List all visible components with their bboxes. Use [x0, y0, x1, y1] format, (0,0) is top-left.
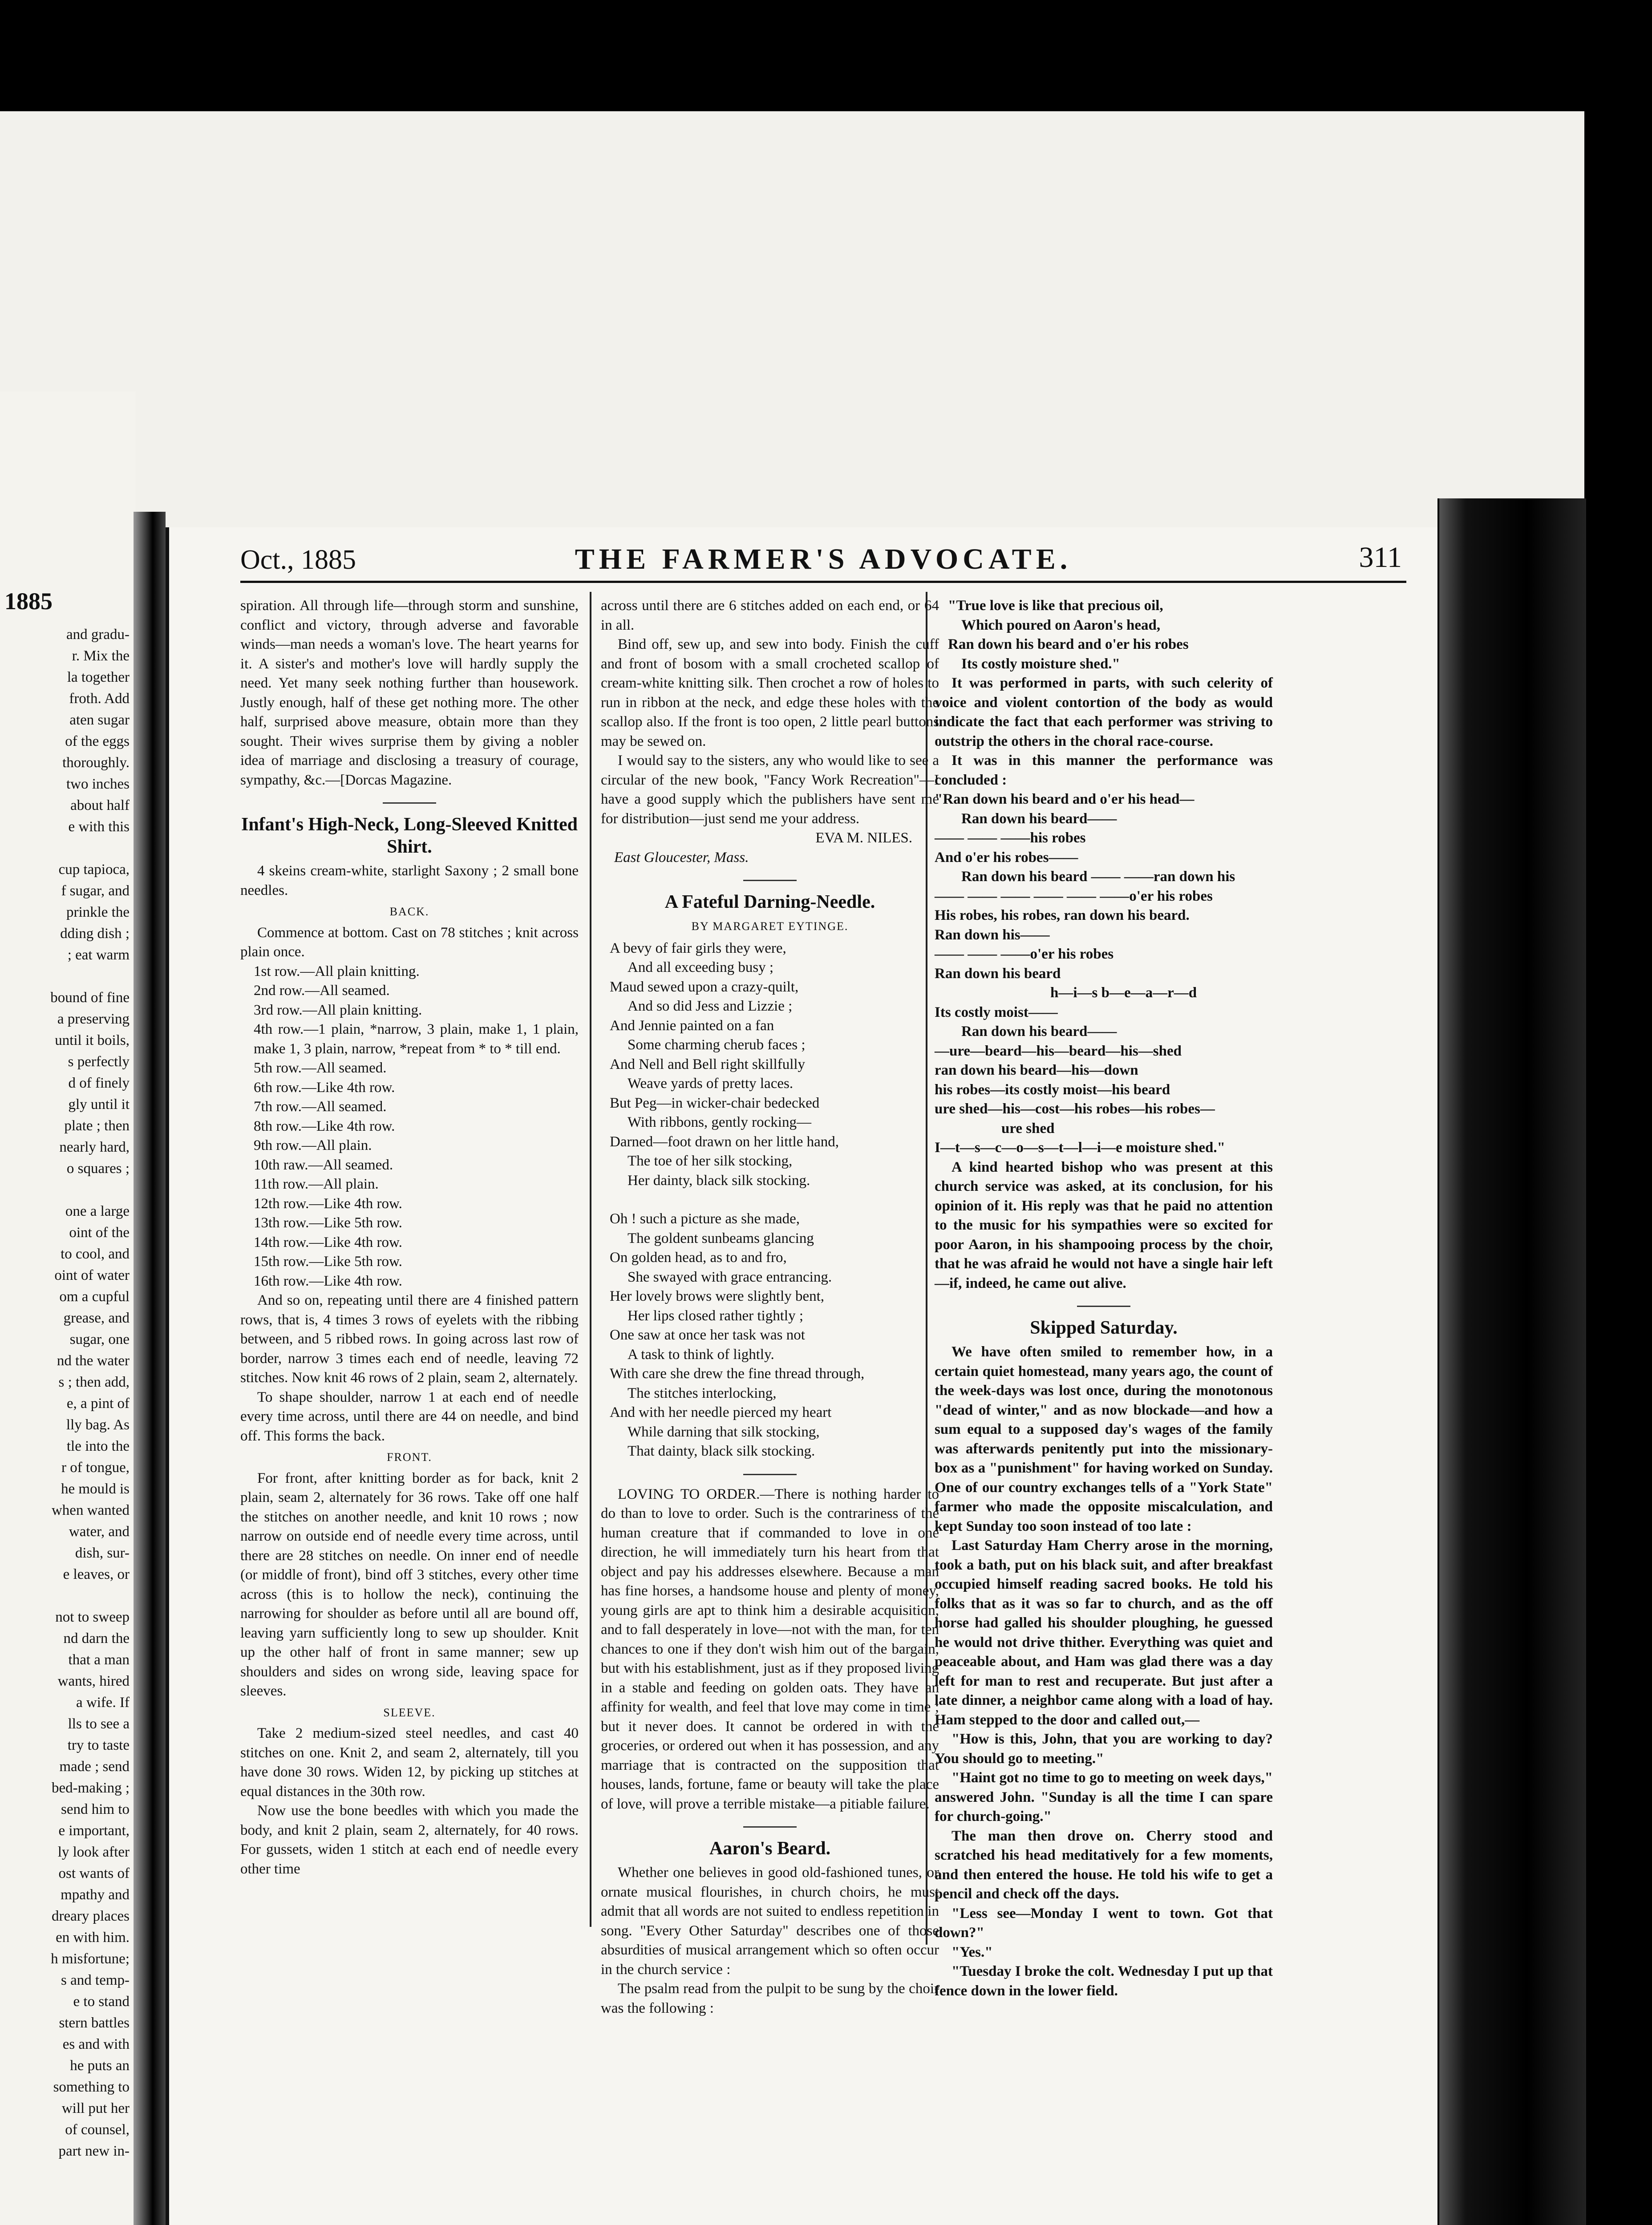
text-fragment: mpathy and	[61, 1887, 130, 1903]
text-fragment: om a cupful	[59, 1289, 130, 1305]
text-fragment: aten sugar	[69, 712, 130, 728]
performance-line: ure shed	[1001, 1120, 1055, 1137]
psalm-line: "True love is like that precious oil,	[948, 598, 1163, 614]
skipped-paragraph: "Yes."	[952, 1944, 993, 1960]
poem-line: Her dainty, black silk stocking.	[628, 1172, 810, 1189]
text-fragment: lls to see a	[68, 1716, 130, 1732]
poem-line: A bevy of fair girls they were,	[610, 940, 786, 956]
text-fragment: dding dish ;	[60, 926, 130, 942]
section-divider	[743, 1826, 797, 1828]
poem-line: Darned—foot drawn on her little hand,	[610, 1133, 839, 1150]
poem-line: Maud sewed upon a crazy-quilt,	[610, 979, 799, 995]
knitting-row: 11th row.—All plain.	[254, 1176, 379, 1192]
poem-line: And all exceeding busy ;	[628, 959, 774, 975]
text-fragment: f sugar, and	[61, 883, 130, 899]
knitting-row: 14th row.—Like 4th row.	[254, 1234, 402, 1250]
text-fragment: two inches	[66, 776, 130, 792]
text-fragment: thoroughly.	[62, 755, 130, 771]
knitting-row: 7th row.—All seamed.	[254, 1099, 387, 1115]
knitting-row: 12th row.—Like 4th row.	[254, 1195, 402, 1212]
text-fragment: oint of water	[54, 1267, 130, 1283]
text-fragment: about half	[70, 797, 130, 813]
performance-line: Ran down his beard——	[961, 1024, 1117, 1040]
text-fragment: stern battles	[59, 2015, 130, 2031]
text-fragment: plate ; then	[64, 1118, 130, 1134]
continued-paragraph: Bind off, sew up, and sew into body. Finish the cuff and front of bosom with a small crocheted scallop of cream-white knitting silk. Then crochet a row of holes to run in ribbon at the neck, and edge these holes with the scallop also. If the front is too open, 2 little pearl buttons may be sewed on.	[601, 636, 939, 749]
performance-line: His robes, his robes, ran down his beard.	[935, 907, 1190, 923]
performance-line: h—i—s b—e—a—r—d	[1050, 985, 1197, 1001]
skipped-paragraph: Last Saturday Ham Cherry arose in the morning, took a bath, put on his black suit, and after breakfast occupied himself reading sacred books. He told his folks that as it was so far to church, and as the off horse had galled his shoulder ploughing, he guessed he would not drive thither. Everything was quiet and peaceable about, and Ham was glad there was a day left for man to rest and recuperate. But just after a late dinner, a neighbor came along with a load of hay. Ham stepped to the door and called out,—	[935, 1537, 1273, 1728]
text-fragment: lly bag. As	[66, 1417, 130, 1433]
performance-line: Its costly moist——	[935, 1004, 1058, 1020]
text-fragment	[0, 837, 130, 859]
poem-line: And Jennie painted on a fan	[610, 1017, 774, 1034]
text-fragment: h misfortune;	[51, 1951, 130, 1967]
author-signature: EVA M. NILES.	[815, 830, 912, 846]
text-fragment: en with him.	[56, 1930, 130, 1946]
text-fragment: to cool, and	[61, 1246, 130, 1262]
poem-body	[601, 939, 939, 1461]
text-fragment: he mould is	[61, 1481, 130, 1497]
knitting-row: 3rd row.—All plain knitting.	[254, 1002, 422, 1018]
text-fragment: r. Mix the	[72, 648, 130, 664]
text-fragment: es and with	[62, 2036, 130, 2052]
performance-line: ure shed—his—cost—his robes—his robes—	[935, 1101, 1215, 1117]
book-gutter	[134, 512, 166, 2225]
previous-page-folio: 1885	[4, 588, 53, 615]
knitting-row: 4th row.—1 plain, *narrow, 3 plain, make 1, 1 plain, make 1, 3 plain, narrow, *repeat from * to * till end.	[254, 1021, 579, 1057]
poem-line: With ribbons, gently rocking—	[628, 1114, 811, 1130]
psalm-line: Its costly moisture shed."	[961, 655, 1120, 672]
sleeve-body-paragraph: Now use the bone beedles with which you made the body, and knit 2 plain, seam 2, alternately, for 40 rows. For gussets, widen 1 stitch at each end of needle every other time	[240, 1803, 579, 1877]
text-fragment: bound of fine	[50, 990, 130, 1006]
poem-byline: BY MARGARET EYTINGE.	[691, 920, 849, 933]
column-1	[240, 596, 579, 1879]
performance-line: Ran down his——	[935, 926, 1050, 943]
loving-to-order-paragraph: —There is nothing harder to do than to love to order. Such is the contrariness of the human creature that if commanded to love in one direction, he will immediately turn his heart from that object and pay his addresses elsewhere. Because a man has fine horses, a handsome house and plenty of money, young girls are apt to think him a desirable acquisition, and to fall desperately in love—not with the man, for ten chances to one if they don't wish him out of the bargain, but with his establishment, just as if they proposed living in a stable and feeding on golden oats. They have an affinity for wealth, and feel that love may come in time ; but it never does. It cannot be ordered in with the groceries, or ordered out when it has possession, and any marriage that is contracted on the supposition that houses, lands, fortune, fame or beauty will take the place of love, will prove a terrible mistake—a pitiable failure.	[601, 1486, 939, 1812]
column-3	[935, 596, 1273, 2001]
article-title: Skipped Saturday.	[1030, 1318, 1178, 1338]
continued-paragraph: across until there are 6 stitches added on each end, or 64 in all.	[601, 598, 939, 633]
poem-line: That dainty, black silk stocking.	[628, 1443, 815, 1459]
text-fragment: d of finely	[68, 1075, 130, 1091]
skipped-saturday-body	[935, 1343, 1273, 2001]
skipped-paragraph: "Less see—Monday I went to town. Got that down?"	[935, 1905, 1273, 1941]
psalm-line: Which poured on Aaron's head,	[961, 617, 1161, 633]
text-fragment: send him to	[61, 1801, 130, 1817]
text-fragment: until it boils,	[55, 1032, 130, 1048]
knitting-rows-list	[240, 962, 579, 1291]
text-fragment: e to stand	[73, 1994, 130, 2010]
performance-line: —— —— —— —— —— ——o'er his robes	[935, 888, 1213, 904]
front-body-paragraph: For front, after knitting border as for back, knit 2 plain, seam 2, alternately for 36 rows. Take off one half the stitches on another needle, and knit 10 rows ; now narrow on outside end of needle every time across, until there are 28 stitches on needle. On inner end of needle (or middle of front), bind off 3 stitches, every other time across (this is to hollow the neck), continuing the narrowing for shoulder as before until all are bound off, leaving yarn sufficiently long to sew up shoulder. Knit up the other half of front in same manner; sew up shoulders and sides on wrong side, leaving space for sleeves.	[240, 1470, 579, 1699]
article-title: Aaron's Beard.	[709, 1838, 831, 1859]
poem-line: And so did Jess and Lizzie ;	[628, 998, 793, 1014]
poem-line: And with her needle pierced my heart	[610, 1404, 832, 1420]
poem-line: Her lovely brows were slightly bent,	[610, 1288, 825, 1304]
column-2	[601, 596, 939, 2018]
poem-line: The goldent sunbeams glancing	[628, 1230, 814, 1246]
section-divider	[1077, 1306, 1130, 1307]
text-fragment: one a large	[65, 1203, 130, 1219]
text-fragment: of the eggs	[65, 733, 130, 749]
poem-line: But Peg—in wicker-chair bedecked	[610, 1095, 820, 1111]
previous-page-text-fragments	[0, 624, 136, 2162]
text-fragment: gly until it	[68, 1096, 130, 1112]
performance-line: And o'er his robes——	[935, 849, 1078, 866]
performance-line: Ran down his beard —— ——ran down his	[961, 869, 1235, 885]
loving-lead-in: LOVING TO ORDER.	[618, 1486, 760, 1502]
knitting-row: 16th row.—Like 4th row.	[254, 1273, 402, 1289]
text-fragment: will put her	[61, 2100, 130, 2116]
text-fragment: dish, sur-	[75, 1545, 130, 1561]
section-divider	[383, 802, 436, 804]
performance-paragraph: It was performed in parts, with such celerity of voice and violent contortion of the body as would indicate the fact that each performer was striving to outstrip the others in the choral race-course.	[935, 675, 1273, 749]
text-fragment	[0, 966, 130, 987]
performance-line: Ran down his beard——	[961, 810, 1117, 827]
poem-line: Her lips closed rather tightly ;	[628, 1307, 803, 1324]
text-fragment: water, and	[69, 1524, 130, 1540]
article-title: Infant's High-Neck, Long-Sleeved Knitted Shirt.	[241, 814, 578, 857]
performance-line: his robes—its costly moist—his beard	[935, 1081, 1170, 1098]
text-fragment: a preserving	[57, 1011, 130, 1027]
text-fragment: and gradu-	[66, 627, 130, 643]
knitting-row: 8th row.—Like 4th row.	[254, 1118, 395, 1134]
text-fragment: oint of the	[69, 1225, 130, 1241]
materials-paragraph: 4 skeins cream-white, starlight Saxony ; 2 small bone needles.	[240, 863, 579, 898]
back-heading: BACK.	[389, 905, 429, 918]
poem-line: With care she drew the fine thread through,	[610, 1366, 865, 1382]
book-binding-edge	[1437, 498, 1586, 2225]
text-fragment: o squares ;	[66, 1161, 130, 1177]
section-divider	[743, 1474, 797, 1475]
text-fragment: nd darn the	[63, 1630, 130, 1646]
performance-line: —— —— ——his robes	[935, 830, 1086, 846]
back-body-paragraph: To shape shoulder, narrow 1 at each end of needle every time across, until there are 44 on needle, and bind off. This forms the back.	[240, 1389, 579, 1444]
text-fragment: that a man	[68, 1652, 130, 1668]
text-fragment: ost wants of	[58, 1865, 130, 1881]
performance-paragraph: It was in this manner the performance was concluded :	[935, 752, 1273, 788]
text-fragment: ly look after	[57, 1844, 130, 1860]
skipped-paragraph: "Tuesday I broke the colt. Wednesday I put up that fence down in the lower field.	[935, 1963, 1273, 1999]
text-fragment: when wanted	[51, 1502, 130, 1518]
newspaper-page	[166, 527, 1442, 2225]
knitting-row: 1st row.—All plain knitting.	[254, 963, 420, 979]
aaron-paragraph: The psalm read from the pulpit to be sung by the choir was the following :	[601, 1981, 939, 2016]
performance-line: ran down his beard—his—down	[935, 1062, 1138, 1078]
front-heading: FRONT.	[387, 1451, 432, 1464]
section-divider	[743, 880, 797, 881]
knitting-row: 15th row.—Like 5th row.	[254, 1254, 402, 1270]
poem-line: While darning that silk stocking,	[628, 1424, 820, 1440]
text-fragment: not to sweep	[55, 1609, 130, 1625]
bishop-paragraph: A kind hearted bishop who was present at this church service was asked, at its conclusion, for his opinion of it. His reply was that he paid no attention to the music for his sympathies were so excited for poor Aaron, in his shampooing process by the choir, that he was afraid he would not have a single hair left—if, indeed, he came out alive.	[935, 1159, 1273, 1291]
text-fragment: nd the water	[57, 1353, 130, 1369]
poem-line: On golden head, as to and fro,	[610, 1250, 787, 1266]
poem-line: The toe of her silk stocking,	[628, 1153, 793, 1169]
back-intro: Commence at bottom. Cast on 78 stitches ; knit across plain once.	[240, 924, 579, 960]
sleeve-heading: SLEEVE.	[383, 1706, 436, 1719]
text-fragment: r of tongue,	[61, 1460, 130, 1476]
knitting-row: 10th raw.—All seamed.	[254, 1157, 393, 1173]
knitting-row: 13th row.—Like 5th row.	[254, 1215, 402, 1231]
text-fragment: e leaves, or	[63, 1566, 130, 1582]
poem-line: She swayed with grace entrancing.	[628, 1269, 832, 1285]
text-fragment	[0, 1179, 130, 1201]
knitting-row: 6th row.—Like 4th row.	[254, 1079, 395, 1096]
masthead-title: THE FARMER'S ADVOCATE.	[575, 543, 1072, 575]
text-fragment: prinkle the	[66, 904, 130, 920]
poem-line: And Nell and Bell right skillfully	[610, 1056, 806, 1072]
performance-line: —ure—beard—his—beard—his—shed	[935, 1043, 1182, 1059]
scan-border-right	[1584, 111, 1652, 2225]
author-place: East Gloucester, Mass.	[614, 849, 749, 866]
text-fragment: s and temp-	[61, 1972, 130, 1988]
skipped-paragraph: "Haint got no time to go to meeting on week days," answered John. "Sunday is all the time I can spare for church-going."	[935, 1770, 1273, 1824]
text-fragment: e important,	[58, 1823, 130, 1839]
text-fragment: tle into the	[66, 1438, 130, 1454]
text-fragment: sugar, one	[69, 1331, 130, 1347]
skipped-paragraph: "How is this, John, that you are working to day? You should go to meeting."	[935, 1731, 1273, 1767]
poem-line	[601, 1190, 939, 1210]
performance-line: "Ran down his beard and o'er his head—	[935, 791, 1194, 807]
header-date: Oct., 1885	[240, 545, 356, 575]
poem-line: A task to think of lightly.	[628, 1346, 774, 1363]
aaron-paragraph: Whether one believes in good old-fashioned tunes, or ornate musical flourishes, in church choirs, he must admit that all words are not suited to endless repetition in song. "Every Other Saturday" describes one of those absurdities of musical arrangement which so often occur in the church service :	[601, 1865, 939, 1978]
text-fragment: dreary places	[52, 1908, 130, 1924]
text-fragment: cup tapioca,	[58, 862, 130, 878]
text-fragment: of counsel,	[65, 2122, 130, 2138]
text-fragment: e, a pint of	[66, 1396, 130, 1412]
performance-line: —— —— ——o'er his robes	[935, 946, 1114, 962]
text-fragment: la together	[67, 669, 130, 685]
poem-line: One saw at once her task was not	[610, 1327, 805, 1343]
scan-border-top	[0, 0, 1652, 111]
text-fragment: nearly hard,	[59, 1139, 130, 1155]
text-fragment: s ; then add,	[58, 1374, 130, 1390]
performance-lines	[935, 790, 1273, 1158]
text-fragment: a wife. If	[76, 1695, 130, 1711]
text-fragment: s perfectly	[68, 1054, 130, 1070]
back-body-paragraph: And so on, repeating until there are 4 finished pattern rows, that is, 4 times 3 rows of eyelets with the ribbing between, and 5 ribbed rows. In going across last row of border, narrow 3 times each end of needle, leaving 72 stitches. Now knit 46 rows of 2 plain, seam 2, alternately.	[240, 1292, 579, 1386]
previous-page-strip	[0, 392, 136, 2225]
text-fragment: bed-making ;	[51, 1780, 130, 1796]
text-fragment: grease, and	[63, 1310, 130, 1326]
text-fragment: part new in-	[58, 2143, 130, 2159]
skipped-paragraph: We have often smiled to remember how, in a certain quiet homestead, many years ago, the count of the week-days was lost once, during the monotonous "dead of winter," and as now blockade—and how a sum equal to a supposed day's wages of the family was afterwards penitently put into the missionary-box as a "punishment" for having worked on Sunday. One of our country exchanges tells of a "York State" farmer who made the opposite miscalculation, and kept Sunday too soon instead of too late :	[935, 1344, 1273, 1534]
poem-title: A Fateful Darning-Needle.	[664, 892, 875, 912]
text-fragment: ; eat warm	[67, 947, 130, 963]
text-fragment: made ; send	[59, 1759, 130, 1775]
text-fragment: something to	[53, 2079, 130, 2095]
poem-line: Oh ! such a picture as she made,	[610, 1211, 800, 1227]
performance-line: I—t—s—c—o—s—t—l—i—e moisture shed."	[935, 1140, 1225, 1156]
text-fragment: he puts an	[70, 2058, 130, 2074]
knitting-row: 9th row.—All plain.	[254, 1137, 372, 1153]
text-fragment: wants, hired	[57, 1673, 130, 1689]
text-fragment: try to taste	[67, 1737, 130, 1753]
continued-paragraph: I would say to the sisters, any who would like to see a circular of the new book, "Fancy Work Recreation"—I have a good supply which the publishers have sent me for distribution—just send me your address.	[601, 752, 939, 827]
column-rule	[590, 592, 591, 1927]
intro-paragraph: spiration. All through life—through storm and sunshine, conflict and victory, through adverse and favorable winds—man needs a woman's love. The heart yearns for it. A sister's and mother's love will hardly supply the need. Yet many seek nothing further than housework. Justly enough, half of these get nothing more. The other half, surprised above measure, obtain more than they sought. Their wives surprise them by giving a nobler idea of marriage and disclosing a treasury of courage, sympathy, &c.—[Dorcas Magazine.	[240, 598, 579, 788]
poem-line: The stitches interlocking,	[628, 1385, 777, 1401]
poem-line: Weave yards of pretty laces.	[628, 1076, 794, 1092]
poem-line: Some charming cherub faces ;	[628, 1037, 806, 1053]
skipped-paragraph: The man then drove on. Cherry stood and scratched his head meditatively for a few moments, and then entered the house. He told his wife to get a pencil and check off the days.	[935, 1828, 1273, 1902]
page-number: 311	[1359, 541, 1402, 574]
performance-line: Ran down his beard	[935, 965, 1061, 982]
page-header	[240, 541, 1406, 583]
sleeve-body-paragraph: Take 2 medium-sized steel needles, and cast 40 stitches on one. Knit 2, and seam 2, alternately, till you have done 30 rows. Widen 12, by picking up stitches at equal distances in the 30th row.	[240, 1725, 579, 1800]
text-fragment	[0, 1585, 130, 1606]
psalm-line: Ran down his beard and o'er his robes	[948, 636, 1189, 652]
knitting-row: 2nd row.—All seamed.	[254, 983, 390, 999]
text-fragment: e with this	[68, 819, 130, 835]
knitting-row: 5th row.—All seamed.	[254, 1060, 387, 1076]
text-fragment: froth. Add	[69, 691, 130, 707]
